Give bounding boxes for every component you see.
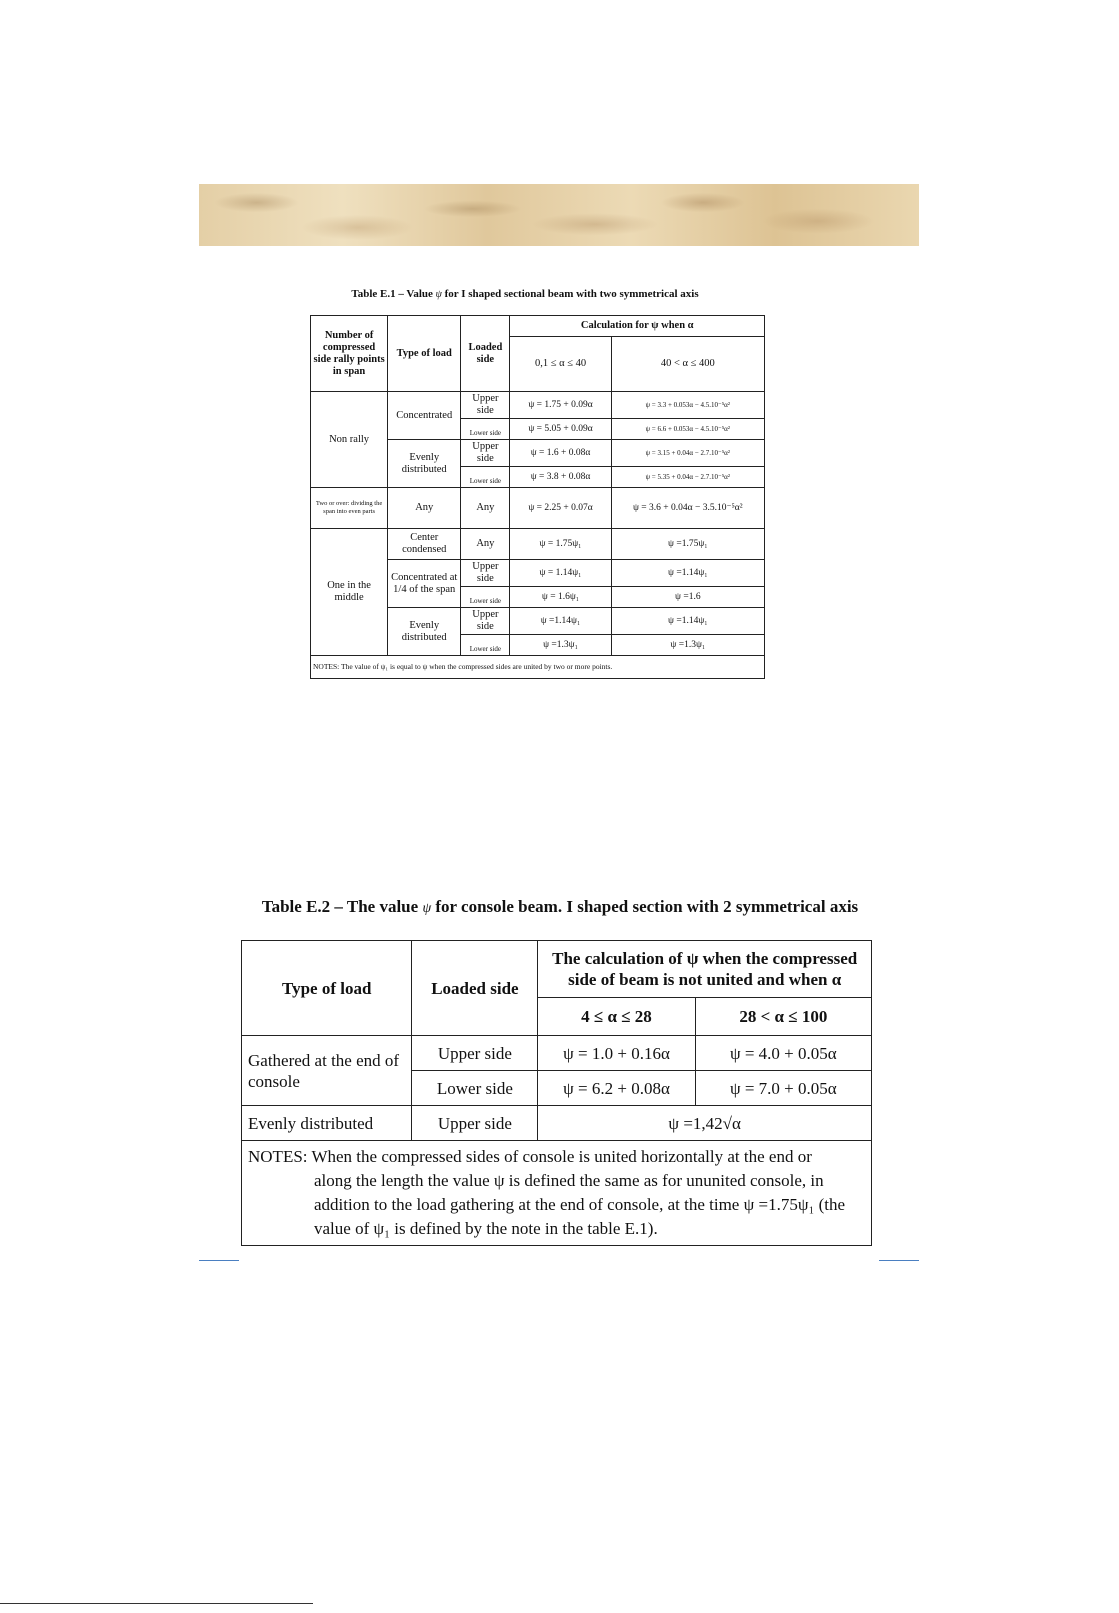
side-lower: Lower side <box>461 587 510 608</box>
header-range-1: 4 ≤ α ≤ 28 <box>538 998 695 1036</box>
load-concentrated: Concentrated <box>388 392 461 440</box>
header-calculation: Calculation for ψ when α <box>510 316 765 337</box>
group-non-rally: Non rally <box>311 392 388 488</box>
formula: ψ = 6.6 + 0.053α − 4.5.10⁻⁵α² <box>611 419 764 440</box>
load-evenly-distributed: Evenly distributed <box>388 440 461 488</box>
caption-prefix: Table E.1 – Value <box>351 288 433 300</box>
notes-label: NOTES: <box>248 1147 308 1166</box>
load-concentrated-quarter: Concentrated at 1/4 of the span <box>388 560 461 608</box>
caption-prefix: Table E.2 – The value <box>261 897 419 916</box>
table-e1-note: NOTES: The value of ψ₁ is equal to ψ when the compressed sides are united by two or more points. <box>311 656 765 679</box>
table-e2-notes <box>242 1141 872 1246</box>
load-any: Any <box>388 488 461 529</box>
header-type-of-load: Type of load <box>242 941 412 1036</box>
notes-line1: When the compressed sides of console is united horizontally at the end or <box>311 1147 812 1166</box>
table-e1-caption <box>310 288 740 301</box>
group-one-in-middle: One in the middle <box>311 529 388 656</box>
side-upper: Upper side <box>461 392 510 419</box>
formula: ψ =1.14ψ₁ <box>611 608 764 635</box>
formula: ψ = 3.8 + 0.08α <box>510 467 611 488</box>
side-upper: Upper side <box>461 608 510 635</box>
formula: ψ = 4.0 + 0.05α <box>695 1036 871 1071</box>
formula: ψ = 3.6 + 0.04α − 3.5.10⁻⁵α² <box>611 488 764 529</box>
header-loaded-side: Loaded side <box>412 941 538 1036</box>
formula: ψ =1.14ψ₁ <box>611 560 764 587</box>
caption-suffix: for I shaped sectional beam with two symmetrical axis <box>444 288 699 300</box>
divider-right <box>879 1260 919 1261</box>
formula: ψ =1.75ψ₁ <box>611 529 764 560</box>
side-upper: Upper side <box>461 560 510 587</box>
divider-left <box>199 1260 239 1261</box>
side-lower: Lower side <box>461 419 510 440</box>
group-two-or-over: Two or over: dividing the span into even parts <box>311 488 388 529</box>
formula: ψ =1.6 <box>611 587 764 608</box>
side-lower: Lower side <box>461 467 510 488</box>
header-rally-points: Number of compressed side rally points in span <box>311 316 388 392</box>
side-lower: Lower side <box>461 635 510 656</box>
caption-suffix: for console beam. I shaped section with 2 symmetrical axis <box>435 897 859 916</box>
formula: ψ = 1.0 + 0.16α <box>538 1036 695 1071</box>
load-evenly-distributed: Evenly distributed <box>388 608 461 656</box>
side-any: Any <box>461 488 510 529</box>
formula: ψ = 1.75ψ₁ <box>510 529 611 560</box>
table-e2-caption <box>240 896 880 919</box>
side-any: Any <box>461 529 510 560</box>
formula: ψ = 3.3 + 0.053α − 4.5.10⁻⁵α² <box>611 392 764 419</box>
formula: ψ = 1.75 + 0.09α <box>510 392 611 419</box>
formula: ψ =1.3ψ₁ <box>611 635 764 656</box>
formula: ψ = 5.35 + 0.04α − 2.7.10⁻⁵α² <box>611 467 764 488</box>
header-loaded-side: Loaded side <box>461 316 510 392</box>
header-range-1: 0,1 ≤ α ≤ 40 <box>510 337 611 392</box>
load-center-condensed: Center condensed <box>388 529 461 560</box>
header-type-of-load: Type of load <box>388 316 461 392</box>
formula: ψ =1.14ψ₁ <box>510 608 611 635</box>
decorative-banner <box>199 184 919 246</box>
formula: ψ =1,42√α <box>538 1106 872 1141</box>
header-range-2: 28 < α ≤ 100 <box>695 998 871 1036</box>
side-upper: Upper side <box>412 1106 538 1141</box>
psi-symbol: ψ <box>435 289 442 300</box>
header-calculation: The calculation of ψ when the compressed side of beam is not united and when α <box>538 941 872 998</box>
footnote-separator <box>0 1603 313 1604</box>
header-range-2: 40 < α ≤ 400 <box>611 337 764 392</box>
psi-symbol: ψ <box>422 901 432 916</box>
formula: ψ = 1.6ψ₁ <box>510 587 611 608</box>
side-upper: Upper side <box>412 1036 538 1071</box>
formula: ψ = 7.0 + 0.05α <box>695 1071 871 1106</box>
side-upper: Upper side <box>461 440 510 467</box>
load-gathered: Gathered at the end of console <box>242 1036 412 1106</box>
formula: ψ = 5.05 + 0.09α <box>510 419 611 440</box>
table-e1 <box>310 315 765 679</box>
formula: ψ = 1.6 + 0.08α <box>510 440 611 467</box>
formula: ψ = 2.25 + 0.07α <box>510 488 611 529</box>
formula: ψ = 1.14ψ₁ <box>510 560 611 587</box>
formula: ψ = 3.15 + 0.04α − 2.7.10⁻⁵α² <box>611 440 764 467</box>
load-evenly-distributed: Evenly distributed <box>242 1106 412 1141</box>
table-e2 <box>241 940 872 1246</box>
notes-rest: along the length the value ψ is defined the same as for ununited console, in addition to the load gathering at the end of console, at the time ψ =1.75ψ₁ (the value of ψ₁ is defined by the note in the table E.1). <box>314 1171 846 1238</box>
formula: ψ = 6.2 + 0.08α <box>538 1071 695 1106</box>
side-lower: Lower side <box>412 1071 538 1106</box>
formula: ψ =1.3ψ₁ <box>510 635 611 656</box>
